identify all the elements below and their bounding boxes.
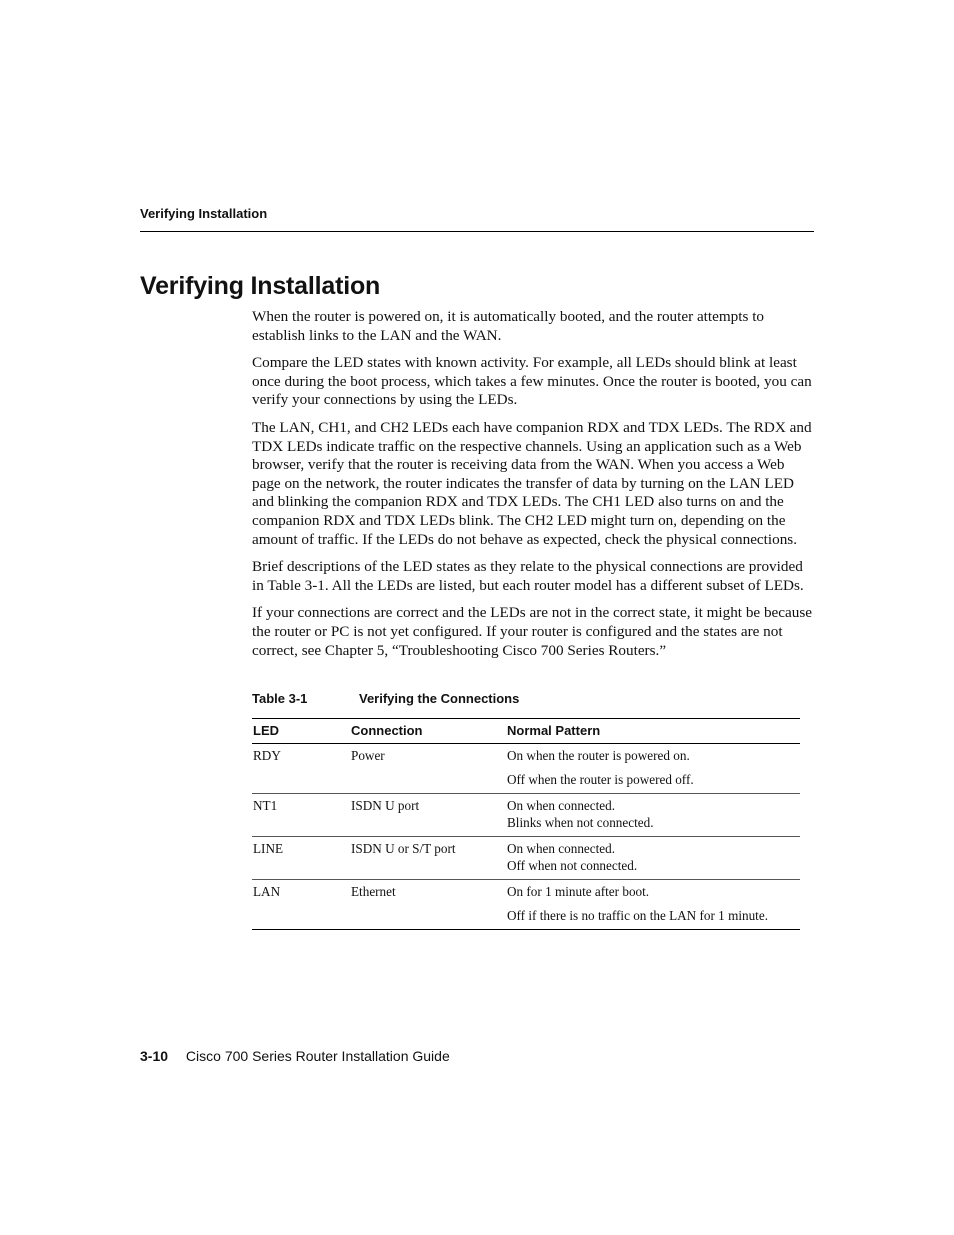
led-table xyxy=(252,718,800,930)
guide-title: Cisco 700 Series Router Installation Guide xyxy=(185,1048,450,1064)
table-row xyxy=(252,837,800,880)
header-connection: Connection xyxy=(350,719,506,744)
table-header-row xyxy=(252,719,800,744)
pattern-line: On for 1 minute after boot. xyxy=(507,884,650,899)
body-text xyxy=(252,308,814,669)
cell-connection: Power xyxy=(350,744,506,794)
table-row xyxy=(252,880,800,930)
pattern-line: Off when the router is powered off. xyxy=(507,772,694,787)
table-row xyxy=(252,794,800,837)
paragraph-boot: When the router is powered on, it is automatically booted, and the router attempts to establish links to the LAN and the WAN. xyxy=(252,308,765,344)
cell-connection: Ethernet xyxy=(350,880,506,930)
page-title: Verifying Installation xyxy=(140,272,381,300)
paragraph-compare-leds: Compare the LED states with known activity. For example, all LEDs should blink at least once during the boot process, which takes a few minutes. Once the router is booted, you can verify your connections by using the LEDs. xyxy=(252,354,812,409)
cell-connection: ISDN U port xyxy=(350,794,506,837)
paragraph-troubleshooting: If your connections are correct and the LEDs are not in the correct state, it might be because the router or PC is not yet configured. If your router is configured and the states are not correct, see Chapter 5, “Troubleshooting Cisco 700 Series Routers.” xyxy=(252,604,813,659)
cell-led: NT1 xyxy=(252,794,350,837)
pattern-line: On when connected. xyxy=(507,841,616,856)
cell-led: LINE xyxy=(252,837,350,880)
pattern-line: On when the router is powered on. xyxy=(507,748,690,763)
table-caption-number: Table 3-1 xyxy=(252,691,308,706)
running-header: Verifying Installation xyxy=(140,206,268,221)
page-footer xyxy=(140,1048,450,1064)
pattern-line: Blinks when not connected. xyxy=(507,815,654,830)
table-caption-title: Verifying the Connections xyxy=(359,691,520,706)
page-number: 3-10 xyxy=(140,1048,169,1064)
pattern-line: Off when not connected. xyxy=(507,858,638,873)
cell-pattern xyxy=(506,744,800,794)
cell-led: RDY xyxy=(252,744,350,794)
pattern-line: Off if there is no traffic on the LAN for 1 minute. xyxy=(507,908,768,923)
header-normal-pattern: Normal Pattern xyxy=(506,719,800,744)
cell-connection: ISDN U or S/T port xyxy=(350,837,506,880)
paragraph-brief-descriptions: Brief descriptions of the LED states as they relate to the physical connections are provided in Table 3-1. All the LEDs are listed, but each router model has a different subset of LEDs. xyxy=(252,558,804,594)
table-caption xyxy=(252,691,520,706)
table-row xyxy=(252,744,800,794)
cell-pattern xyxy=(506,837,800,880)
header-rule xyxy=(140,231,814,232)
cell-led: LAN xyxy=(252,880,350,930)
cell-pattern xyxy=(506,794,800,837)
pattern-line: On when connected. xyxy=(507,798,616,813)
paragraph-companion-leds: The LAN, CH1, and CH2 LEDs each have companion RDX and TDX LEDs. The RDX and TDX LEDs indicate traffic on the respective channels. Using an application such as a Web browser, verify that the router is receiving data from the WAN. When you access a Web page on the network, the router indicates the transfer of data by turning on the LAN LED and blinking the companion RDX and TDX LEDs. The CH1 LED also turns on and the companion RDX and TDX LEDs blink. The CH2 LED might turn on, depending on the amount of traffic. If the LEDs do not behave as expected, check the physical connections. xyxy=(252,418,812,548)
header-led: LED xyxy=(252,719,350,744)
cell-pattern xyxy=(506,880,800,930)
